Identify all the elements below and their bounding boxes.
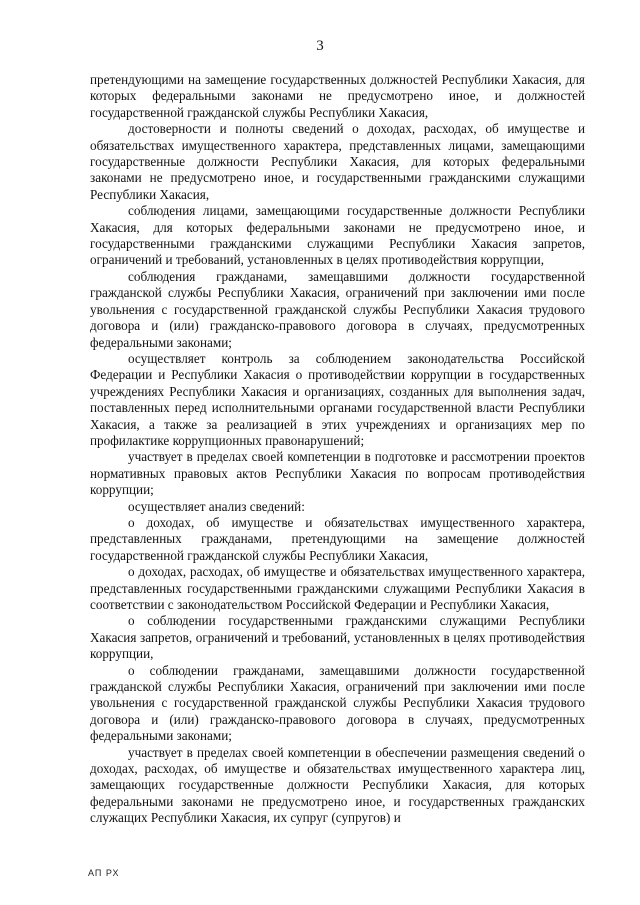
document-body [90,72,585,827]
paragraph: соблюдения гражданами, замещавшими должности государственной гражданской службы Республики Хакасия, ограничений при заключении ими после увольнения с государственной гражданской службы Республики Хакасия трудового договора и (или) гражданско-правового договора в случаях, предусмотренных федеральными законами; [90,268,585,350]
page-number: 3 [316,38,324,54]
paragraph: о соблюдении гражданами, замещавшими должности государственной гражданской службы Республики Хакасия, ограничений при заключении ими после увольнения с государственной гражданской службы Республики Хакасия трудового договора и (или) гражданско-правового договора в случаях, предусмотренных федеральными законами; [90,662,585,744]
paragraph: о соблюдении государственными гражданскими служащими Республики Хакасия запретов, ограничений и требований, установленных в целях противодействия коррупции, [90,613,585,662]
paragraph: о доходах, об имуществе и обязательствах имущественного характера, представленных гражданами, претендующими на замещение должностей государственной гражданской службы Республики Хакасия, [90,514,585,563]
paragraph: претендующими на замещение государственных должностей Республики Хакасия, для которых федеральными законами не предусмотрено иное, и должностей государственной гражданской службы Республики Хакасия, [90,72,585,120]
paragraph: достоверности и полноты сведений о доходах, расходах, об имуществе и обязательствах имущественного характера, представленных лицами, замещающими государственные должности Республики Хакасия, для которых федеральными законами не предусмотрено иное, и государственными гражданскими служащими Республики Хакасия, [90,121,585,202]
footer-mark: АП РХ [88,868,120,878]
paragraph: осуществляет контроль за соблюдением законодательства Российской Федерации и Республики Хакасия о противодействии коррупции в государственных учреждениях Республики Хакасия и организациях, созданных для выполнения задач, поставленных перед исполнительными органами государственной власти Республики Хакасия, а также за реализацией в этих учреждениях и организациях мер по профилактике коррупционных правонарушений; [90,350,585,448]
paragraph: соблюдения лицами, замещающими государственные должности Республики Хакасия, для которых федеральными законами не предусмотрено иное, и государственными гражданскими служащими Республики Хакасия запретов, ограничений и требований, установленных в целях противодействия коррупции, [90,203,585,268]
paragraph: осуществляет анализ сведений: [128,498,305,514]
paragraph: участвует в пределах своей компетенции в подготовке и рассмотрении проектов нормативных правовых актов Республики Хакасия по вопросам противодействия коррупции; [90,449,585,498]
paragraph: о доходах, расходах, об имуществе и обязательствах имущественного характера, представленных государственными гражданскими служащими Республики Хакасия в соответствии с законодательством Российской Федерации и Республики Хакасия, [90,564,585,612]
paragraph: участвует в пределах своей компетенции в обеспечении размещения сведений о доходах, расходах, об имуществе и обязательствах имущественного характера лиц, замещающих государственные должности Республики Хакасия, для которых федеральными законами не предусмотрено иное, и государственных гражданских служащих Республики Хакасия, их супруг (супругов) и [90,744,585,826]
